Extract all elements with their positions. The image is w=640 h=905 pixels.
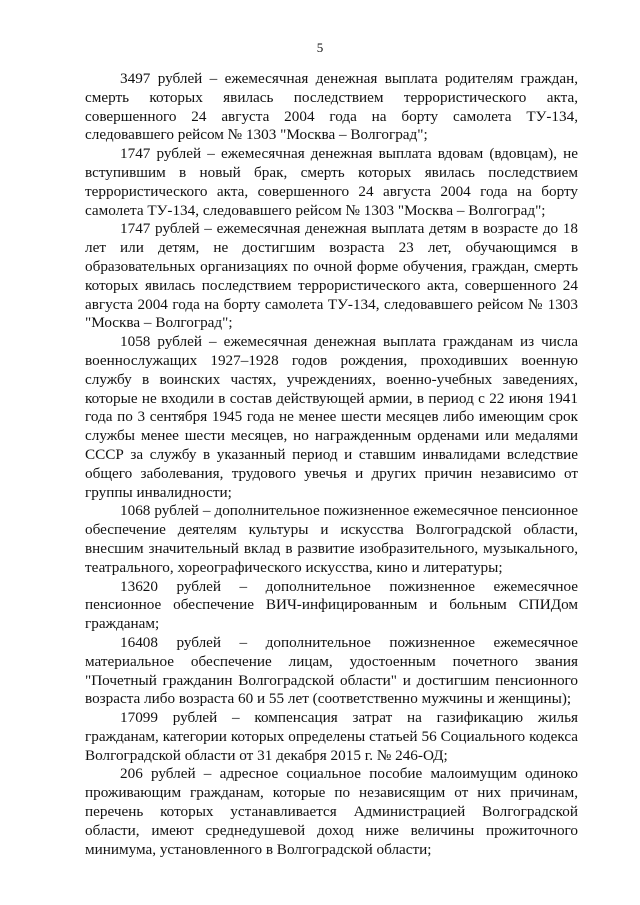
paragraph-gasification: 17099 рублей – компенсация затрат на газификацию жилья гражданам, категории которых определены статьей 56 Социального кодекса Волгоградской области от 31 декабря 2015 г. № 246-ОД; [85, 709, 578, 764]
paragraph-pension-culture: 1068 рублей – дополнительное пожизненное ежемесячное пенсионное обеспечение деятелям культуры и искусства Волгоградской области, внесшим значительный вклад в развитие изобразительного, музыкального, театрального, хореографического искусства, кино и литературы; [85, 502, 578, 576]
paragraph-payment-parents: 3497 рублей – ежемесячная денежная выплата родителям граждан, смерть которых явилась последствием террористического акта, совершенного 24 августа 2004 года на борту самолета ТУ-134, следовавшего рейсом № 1303 "Москва – Волгоград"; [85, 70, 578, 144]
paragraph-social-allowance: 206 рублей – адресное социальное пособие малоимущим одиноко проживающим гражданам, которые по независящим от них причинам, перечень которых устанавливается Администрацией Волгоградской области, имеют среднедушевой доход ниже величины прожиточного минимума, установленного в Волгоградской области; [85, 765, 578, 858]
paragraph-payment-servicemen: 1058 рублей – ежемесячная денежная выплата гражданам из числа военнослужащих 1927–1928 годов рождения, проходивших военную службу в воинских частях, учреждениях, военно-учебных заведениях, которые не входили в состав действующей армии, в период с 22 июня 1941 года по 3 сентября 1945 года не менее шести месяцев либо имеющим срок службы менее шести месяцев, но награжденным орденами или медалями СССР за службу в указанный период и ставшим инвалидами вследствие общего заболевания, трудового увечья и других причин независимо от группы инвалидности; [85, 333, 578, 501]
paragraph-payment-widows: 1747 рублей – ежемесячная денежная выплата вдовам (вдовцам), не вступившим в новый брак, смерть которых явилась последствием террористического акта, совершенного 24 августа 2004 года на борту самолета ТУ-134, следовавшего рейсом № 1303 "Москва – Волгоград"; [85, 145, 578, 219]
paragraph-pension-hiv: 13620 рублей – дополнительное пожизненное ежемесячное пенсионное обеспечение ВИЧ-инфицированным и больным СПИДом гражданам; [85, 577, 578, 633]
paragraph-payment-children: 1747 рублей – ежемесячная денежная выплата детям в возрасте до 18 лет или детям, не достигшим возраста 23 лет, обучающимся в образовательных организациях по очной форме обучения, граждан, смерть которых явилась последствием террористического акта, совершенного 24 августа 2004 года на борту самолета ТУ-134, следовавшего рейсом № 1303 "Москва – Волгоград"; [85, 220, 578, 332]
document-body [85, 70, 578, 859]
page-number: 5 [316, 40, 324, 55]
paragraph-honorary-citizen: 16408 рублей – дополнительное пожизненное ежемесячное материальное обеспечение лицам, удостоенным почетного звания "Почетный гражданин Волгоградской области" и достигшим пенсионного возраста либо возраста 60 и 55 лет (соответственно мужчины и женщины); [85, 633, 578, 708]
